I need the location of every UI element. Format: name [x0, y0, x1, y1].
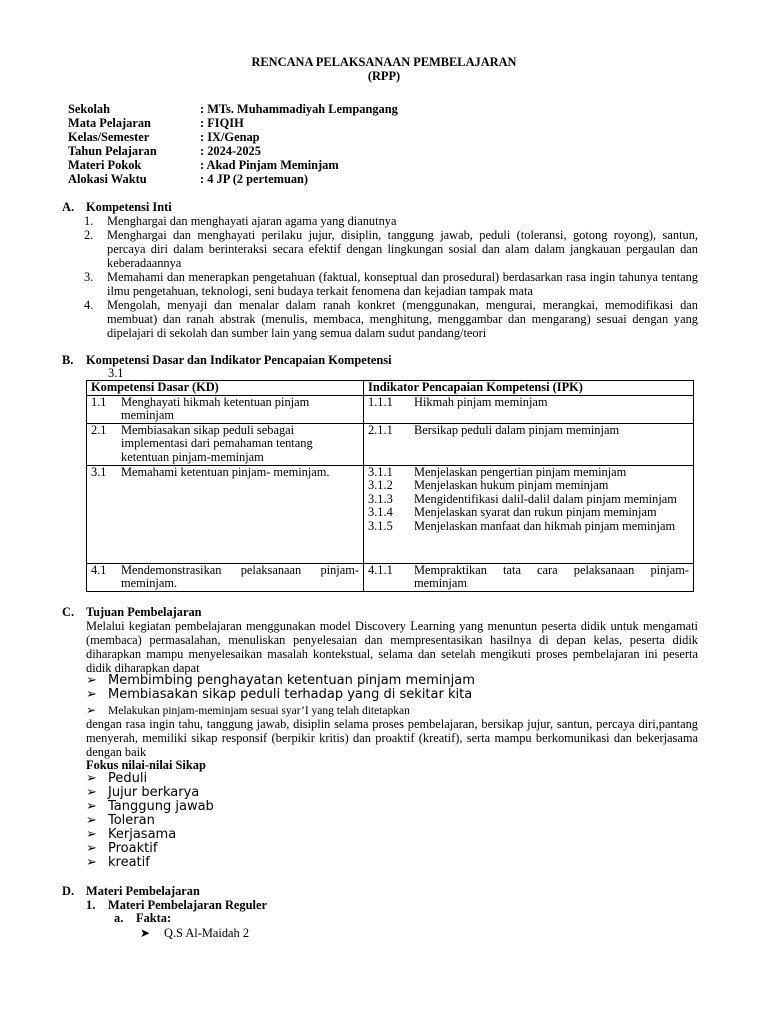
- identity-label: Materi Pokok: [68, 158, 142, 172]
- goal-item: [86, 688, 472, 702]
- document-title: RENCANA PELAKSANAAN PEMBELAJARAN: [251, 55, 517, 69]
- value-item: [86, 856, 150, 870]
- arrowhead-bullet-icon: ➢: [86, 841, 97, 856]
- value-text: Peduli: [108, 771, 148, 786]
- identity-label: Kelas/Semester: [68, 130, 150, 144]
- kd-number: 3.1: [91, 464, 107, 479]
- ipk-number: 3.1.4: [368, 505, 393, 519]
- arrowhead-bullet-icon: ➢: [86, 827, 97, 842]
- kd-text: Mendemonstrasikan pelaksanaan pinjam-meminjam.: [121, 562, 359, 590]
- identity-row-materi: [68, 158, 339, 172]
- identity-label: Sekolah: [68, 102, 111, 116]
- ki-item: [84, 214, 698, 228]
- subsection-number: a.: [114, 911, 124, 925]
- ki-item: [84, 298, 698, 340]
- ipk-number: 3.1.5: [368, 518, 393, 533]
- ipk-text: Hikmah pinjam meminjam: [414, 394, 548, 409]
- value-item: [86, 842, 157, 856]
- arrowhead-bullet-icon: ➢: [86, 799, 97, 814]
- arrowhead-bullet-icon: ➢: [86, 687, 97, 702]
- ki-text: Menghargai dan menghayati perilaku jujur, disiplin, tanggung jawab, peduli (toleransi, gotong royong), santun, percaya diri dalam berinteraksi secara efektif dengan lingkungan sosial dan alam dalam jangkauan pergaulan dan keberadaannya: [107, 228, 698, 270]
- subsection-number: 1.: [86, 898, 96, 912]
- kd-number: 1.1: [91, 394, 107, 409]
- value-item: [86, 828, 176, 842]
- tujuan-intro-paragraph: Melalui kegiatan pembelajaran menggunakan model Discovery Learning yang menuntun peserta didik untuk mengamati (membaca) permasalahan, menuliskan penyelesaian dan mempresentasikan hasilnya di depan kelas, peserta didik diharapkan mampu menyelesaikan masalah kontekstual, selama dan setelah mengikuti proses pembelajaran ini peserta didik diharapkan dapat: [86, 619, 698, 675]
- ki-text: Memahami dan menerapkan pengetahuan (faktual, konseptual dan prosedural) berdasarkan rasa ingin tahunya tentang ilmu pengetahuan, teknologi, seni budaya terkait fenomena dan kejadian tampak mata: [107, 270, 698, 298]
- arrowhead-bullet-icon: ➢: [86, 785, 97, 800]
- ki-text: Menghargai dan menghayati ajaran agama yang dianutnya: [107, 214, 397, 228]
- ipk-text: Menjelaskan syarat dan rukun pinjam meminjam: [414, 505, 657, 519]
- ipk-cell: [364, 465, 694, 563]
- arrowhead-bullet-icon: ➢: [86, 771, 97, 786]
- filled-arrowhead-bullet-icon: ➤: [140, 926, 151, 940]
- arrowhead-bullet-icon: ➢: [86, 703, 97, 717]
- identity-label: Alokasi Waktu: [68, 172, 147, 186]
- ki-number: 1.: [84, 214, 94, 228]
- value-item: [86, 772, 147, 786]
- value-item: [86, 814, 155, 828]
- section-title: Kompetensi Dasar dan Indikator Pencapaian Kompetensi: [86, 353, 392, 367]
- kd-number: 2.1: [91, 422, 107, 437]
- section-title: Materi Pembelajaran: [86, 884, 200, 898]
- tujuan-closing-paragraph: dengan rasa ingin tahu, tanggung jawab, disiplin selama proses pembelajaran, bersikap jujur, santun, percaya diri,pantang menyerah, memiliki sikap responsif (berpikir kritis) dan proaktif (kreatif), serta mampu berkomunikasi dan bekerjasama dengan baik: [86, 717, 698, 759]
- identity-row-sekolah: [68, 102, 398, 116]
- kd-ipk-table: [86, 380, 694, 592]
- identity-label: Mata Pelajaran: [68, 116, 151, 130]
- kd-cell: [87, 395, 364, 423]
- identity-value: : MTs. Muhammadiyah Lempangang: [200, 102, 398, 116]
- fact-text: Q.S Al-Maidah 2: [164, 926, 250, 940]
- section-letter: A.: [62, 200, 75, 214]
- ipk-number: 1.1.1: [368, 394, 393, 409]
- table-header-row: [87, 381, 694, 396]
- ipk-text: Menjelaskan hukum pinjam meminjam: [414, 478, 609, 492]
- section-b-heading: [62, 353, 392, 367]
- ipk-text: Menjelaskan manfaat dan hikmah pinjam meminjam: [414, 518, 676, 533]
- section-letter: B.: [62, 353, 74, 367]
- ipk-text: Mempraktikan tata cara pelaksanaan pinjam-meminjam: [414, 562, 689, 590]
- value-text: Jujur berkarya: [108, 785, 200, 800]
- section-c-heading: [62, 605, 202, 619]
- goal-item: [86, 703, 410, 718]
- identity-value: : FIQIH: [200, 116, 244, 130]
- materi-subsection-1: [86, 898, 267, 912]
- value-text: Toleran: [108, 813, 155, 828]
- value-text: kreatif: [108, 855, 150, 870]
- materi-subsection-a: [114, 911, 171, 925]
- header-kd: Kompetensi Dasar (KD): [87, 381, 364, 396]
- kd-cell: [87, 563, 364, 591]
- ki-text: Mengolah, menyaji dan menalar dalam ranah konkret (menggunakan, mengurai, merangkai, memodifikasi dan membuat) dan ranah abstrak (menulis, membaca, menghitung, menggambar dan mengarang) sesuai dengan yang dipelajari di sekolah dan sumber lain yang semua dalam sudut pandang/teori: [107, 298, 698, 340]
- ki-number: 4.: [84, 298, 94, 312]
- section-title: Kompetensi Inti: [86, 200, 172, 214]
- table-row: [87, 395, 694, 423]
- arrowhead-bullet-icon: ➢: [86, 673, 97, 688]
- stray-number: 3.1: [108, 366, 124, 380]
- identity-row-tahun: [68, 144, 261, 158]
- kd-number: 4.1: [91, 562, 107, 577]
- section-letter: C.: [62, 605, 75, 619]
- kd-text: Membiasakan sikap peduli sebagai implementasi dari pemahaman tentang ketentuan pinjam-meminjam: [121, 422, 313, 464]
- table-row: [87, 423, 694, 465]
- value-text: Proaktif: [108, 841, 158, 856]
- identity-value: : IX/Genap: [200, 130, 260, 144]
- value-text: Tanggung jawab: [108, 799, 214, 814]
- ki-item: [84, 270, 698, 298]
- ki-number: 2.: [84, 228, 94, 242]
- identity-row-alokasi: [68, 172, 308, 186]
- identity-value: : 4 JP (2 pertemuan): [200, 172, 309, 186]
- kd-text: Menghayati hikmah ketentuan pinjam meminjam: [121, 394, 310, 422]
- focus-values-title: Fokus nilai-nilai Sikap: [86, 758, 206, 772]
- subsection-title: Fakta:: [136, 911, 172, 925]
- ipk-number: 3.1.2: [368, 478, 393, 492]
- goal-text: Melakukan pinjam-meminjam sesuai syar’I yang telah ditetapkan: [108, 705, 410, 717]
- subsection-title: Materi Pembelajaran Reguler: [108, 898, 267, 912]
- identity-row-mapel: [68, 116, 244, 130]
- ipk-text: Menjelaskan pengertian pinjam meminjam: [414, 464, 627, 479]
- identity-value: : 2024-2025: [200, 144, 261, 158]
- ipk-text: Mengidentifikasi dalil-dalil dalam pinjam meminjam: [414, 491, 677, 506]
- identity-label: Tahun Pelajaran: [68, 144, 157, 158]
- fact-item: [140, 926, 249, 940]
- header-ipk: Indikator Pencapaian Kompetensi (IPK): [364, 381, 694, 396]
- arrowhead-bullet-icon: ➢: [86, 855, 97, 870]
- ipk-cell: [364, 395, 694, 423]
- section-title: Tujuan Pembelajaran: [86, 605, 202, 619]
- value-item: [86, 800, 214, 814]
- ipk-number: 4.1.1: [368, 562, 393, 577]
- table-row: [87, 563, 694, 591]
- section-a-heading: [62, 200, 172, 214]
- kd-cell: [87, 423, 364, 465]
- arrowhead-bullet-icon: ➢: [86, 813, 97, 828]
- ki-number: 3.: [84, 270, 94, 284]
- identity-row-kelas: [68, 130, 260, 144]
- goal-text: Membimbing penghayatan ketentuan pinjam meminjam: [108, 673, 475, 688]
- ki-item: [84, 228, 698, 270]
- ipk-number: 2.1.1: [368, 422, 393, 437]
- value-item: [86, 786, 199, 800]
- kd-text: Memahami ketentuan pinjam- meminjam.: [121, 464, 330, 479]
- goal-text: Membiasakan sikap peduli terhadap yang di sekitar kita: [108, 687, 473, 702]
- section-letter: D.: [62, 884, 75, 898]
- document-subtitle: (RPP): [367, 69, 401, 83]
- value-text: Kerjasama: [108, 827, 177, 842]
- section-d-heading: [62, 884, 200, 898]
- ipk-number: 3.1.1: [368, 464, 393, 479]
- kd-cell: [87, 465, 364, 563]
- goal-item: [86, 674, 475, 688]
- identity-value: : Akad Pinjam Meminjam: [200, 158, 339, 172]
- ipk-number: 3.1.3: [368, 491, 393, 506]
- table-row: [87, 465, 694, 563]
- ipk-cell: [364, 563, 694, 591]
- ipk-text: Bersikap peduli dalam pinjam meminjam: [414, 422, 620, 437]
- ipk-cell: [364, 423, 694, 465]
